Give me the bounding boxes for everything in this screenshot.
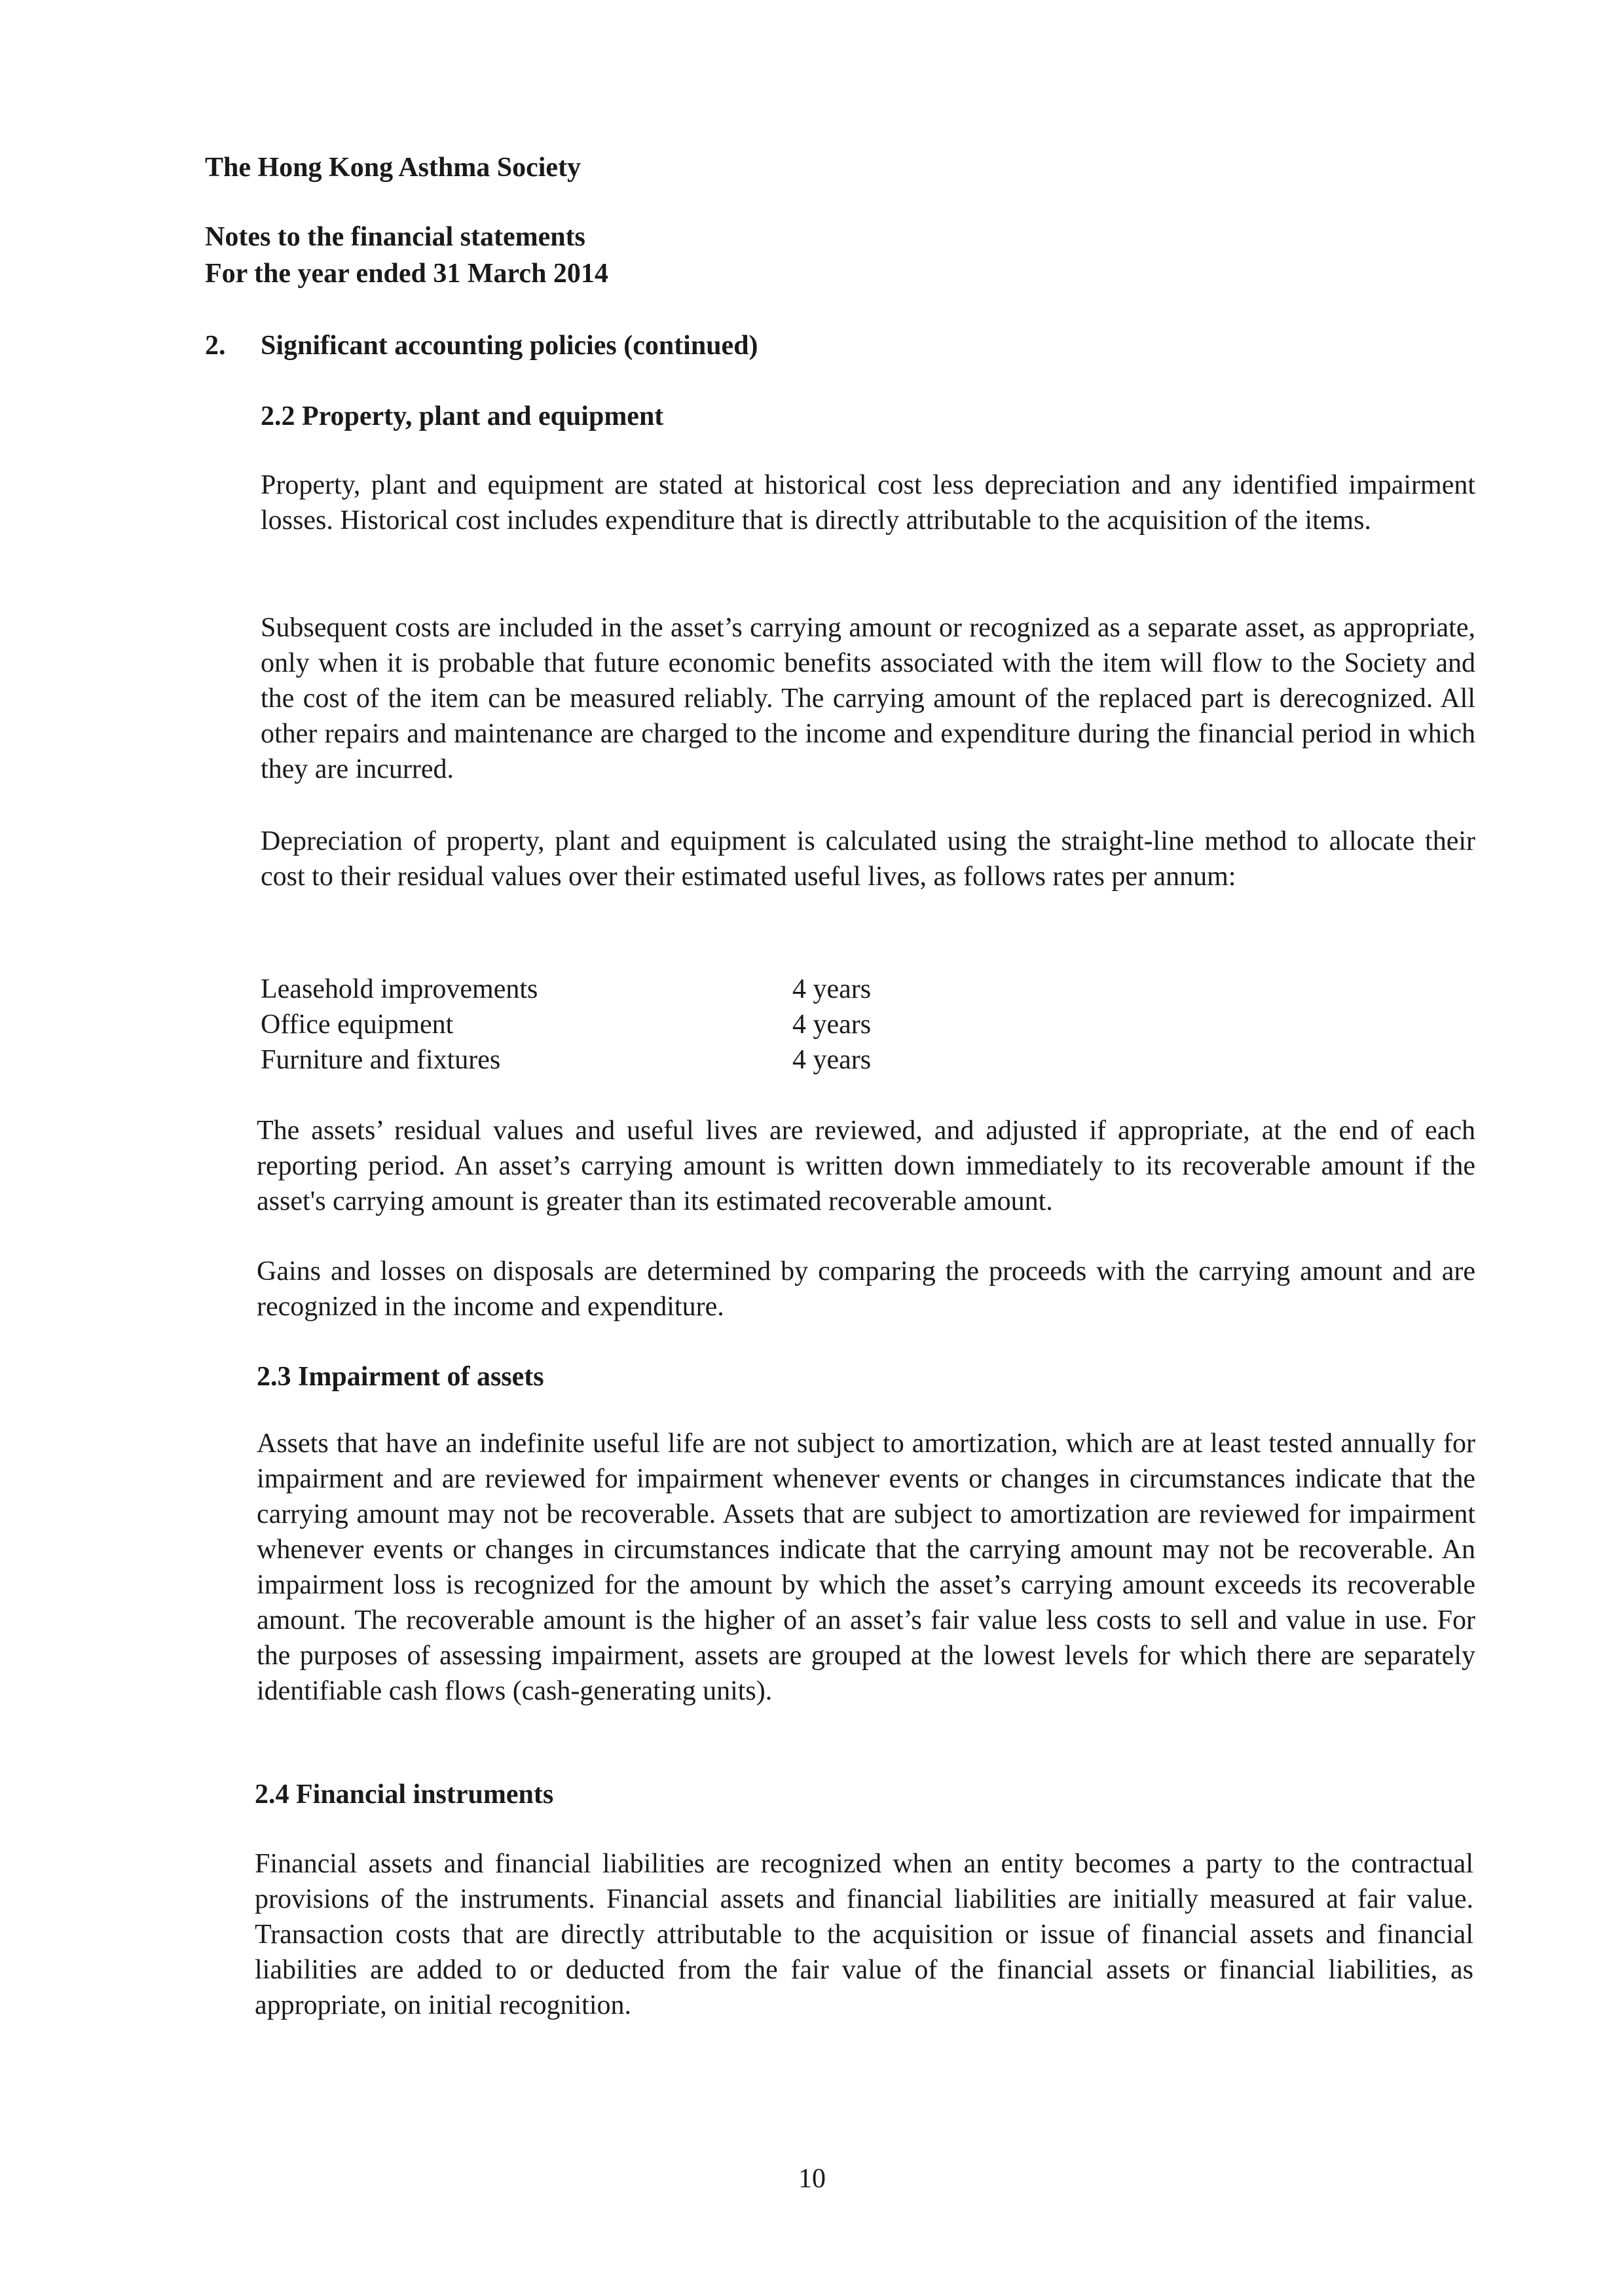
- paragraph: Financial assets and financial liabilities are recognized when an entity becomes a party to the contractual provisions of the instruments. Financial assets and financial liabilities are initially measured at fair value. Transaction costs that are directly attributable to the acquisition or issue of financial assets and financial liabilities are added to or deducted from the fair value of the financial assets or financial liabilities, as appropriate, on initial recognition.: [255, 1849, 1473, 2020]
- paragraph: Depreciation of property, plant and equipment is calculated using the straight-line method to allocate their cost to their residual values over their estimated useful lives, as follows rates per annum:: [261, 826, 1475, 892]
- paragraph: Gains and losses on disposals are determined by comparing the proceeds with the carrying amount and are recognized in the income and expenditure.: [257, 1256, 1475, 1322]
- paragraph: Assets that have an indefinite useful life are not subject to amortization, which are at least tested annually for impairment and are reviewed for impairment whenever events or changes in circumstances indicate that the carrying amount may not be recoverable. Assets that are subject to amortization are reviewed for impairment whenever events or changes in circumstances indicate that the carrying amount may not be recoverable. An impairment loss is recognized for the amount by which the asset’s carrying amount exceeds its recoverable amount. The recoverable amount is the higher of an asset’s fair value less costs to sell and value in use. For the purposes of assessing impairment, assets are grouped at the lowest levels for which there are separately identifiable cash flows (cash-generating units).: [257, 1429, 1475, 1706]
- paragraph: Subsequent costs are included in the asset’s carrying amount or recognized as a separate asset, as appropriate, only when it is probable that future economic benefits associated with the item will flow to the Society and the cost of the item can be measured reliably. The carrying amount of the replaced part is derecognized. All other repairs and maintenance are charged to the income and expenditure during the financial period in which they are incurred.: [261, 613, 1475, 784]
- useful-life-table: [261, 972, 1046, 1078]
- useful-life: 4 years: [792, 1010, 872, 1040]
- ppe-paragraph-3: [261, 824, 1475, 894]
- ppe-paragraph-4: [257, 1113, 1475, 1219]
- table-row: [261, 972, 1046, 1007]
- paragraph: The assets’ residual values and useful lives are reviewed, and adjusted if appropriate, at the end of each reporting period. An asset’s carrying amount is written down immediately to its recoverable amount if the asset's carrying amount is greater than its estimated recoverable amount.: [257, 1116, 1475, 1216]
- table-row: [261, 1007, 1046, 1042]
- table-row: [261, 1042, 1046, 1078]
- ppe-heading: 2.2 Property, plant and equipment: [261, 401, 664, 431]
- ppe-heading-block: [261, 398, 1475, 435]
- asset-class: Leasehold improvements: [261, 974, 538, 1004]
- impairment-heading: 2.3 Impairment of assets: [257, 1362, 544, 1392]
- section-number: 2.: [205, 331, 226, 361]
- document-title: Notes to the financial statements: [205, 222, 585, 252]
- ppe-paragraph-2: [261, 610, 1475, 787]
- section-title: Significant accounting policies (continued): [261, 331, 758, 361]
- useful-life: 4 years: [792, 1045, 872, 1075]
- ppe-paragraph-5: [257, 1254, 1475, 1324]
- impairment-paragraph: [257, 1426, 1475, 1709]
- impairment-heading-block: [257, 1358, 1471, 1395]
- paragraph: Property, plant and equipment are stated at historical cost less depreciation and any identified impairment losses. Historical cost includes expenditure that is directly attributable to the acquisition of the items.: [261, 470, 1475, 536]
- useful-life: 4 years: [792, 974, 872, 1004]
- page-number: 10: [798, 2164, 826, 2194]
- asset-class: Office equipment: [261, 1010, 454, 1040]
- reporting-period: For the year ended 31 March 2014: [205, 259, 608, 289]
- ppe-paragraph-1: [261, 467, 1475, 538]
- section-heading: [205, 327, 758, 364]
- document-header: [205, 149, 608, 292]
- financial-instruments-heading-block: [255, 1776, 1469, 1813]
- financial-instruments-heading: 2.4 Financial instruments: [255, 1779, 554, 1810]
- financial-instruments-paragraph: [255, 1846, 1473, 2023]
- organization-name: The Hong Kong Asthma Society: [205, 153, 581, 183]
- asset-class: Furniture and fixtures: [261, 1045, 501, 1075]
